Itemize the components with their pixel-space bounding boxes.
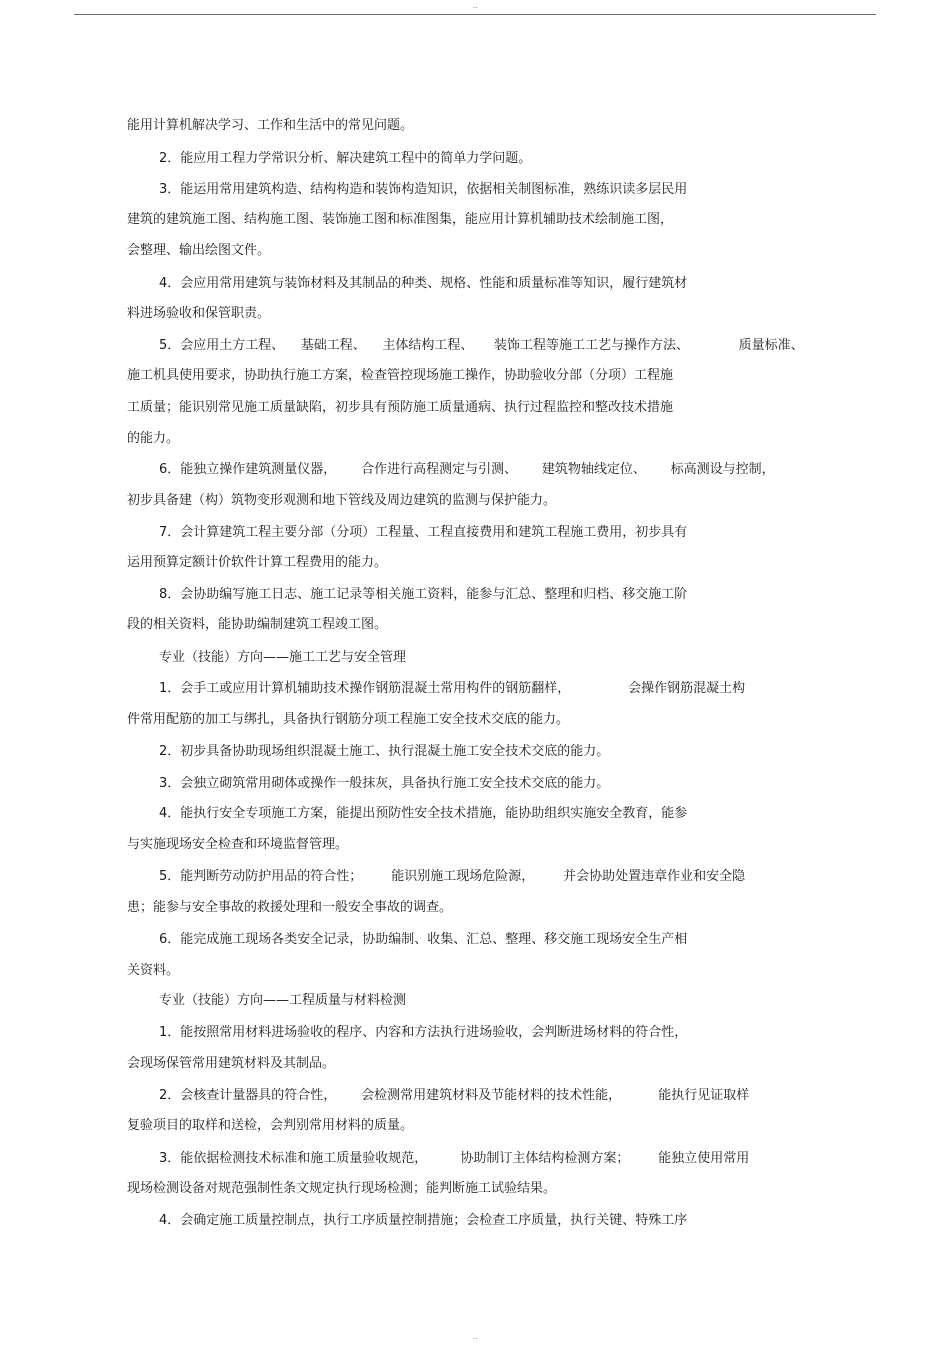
text-line: 1．能按照常用材料进场验收的程序、内容和方法执行进场验收，会判断进场材料的符合性， xyxy=(159,1025,688,1040)
text-line: 3．能依据检测技术标准和施工质量验收规范， 协助制订主体结构检测方案； 能独立使用常用 xyxy=(159,1151,750,1166)
text-line: 会现场保管常用建筑材料及其制品。 xyxy=(127,1056,336,1071)
text-line: 1．会手工或应用计算机辅助技术操作钢筋混凝土常用构件的钢筋翻样， 会操作钢筋混凝土构 xyxy=(159,681,746,696)
top-rule xyxy=(74,14,876,15)
text-line: 5．能判断劳动防护用品的符合性； 能识别施工现场危险源， 并会协助处置违章作业和安全隐 xyxy=(159,869,746,884)
text-line: 2．会核查计量器具的符合性， 会检测常用建筑材料及节能材料的技术性能， 能执行见证取样 xyxy=(159,1088,750,1103)
text-line: 2．能应用工程力学常识分析、解决建筑工程中的简单力学问题。 xyxy=(159,151,532,166)
text-line: 施工机具使用要求，协助执行施工方案，检查管控现场施工操作，协助验收分部（分项）工程施 xyxy=(127,368,674,383)
text-line: 能用计算机解决学习、工作和生活中的常见问题。 xyxy=(127,118,414,133)
footer-mark: .. xyxy=(472,1333,478,1341)
text-line: 料进场验收和保管职责。 xyxy=(127,306,271,321)
text-line: 3．能运用常用建筑构造、结构构造和装饰构造知识，依据相关制图标准，熟练识读多层民用 xyxy=(159,182,688,197)
text-line: 4．会应用常用建筑与装饰材料及其制品的种类、规格、性能和质量标准等知识，履行建筑材 xyxy=(159,276,688,291)
text-line: 8．会协助编写施工日志、施工记录等相关施工资料，能参与汇总、整理和归档、移交施工阶 xyxy=(159,587,688,602)
text-line: 4．会确定施工质量控制点，执行工序质量控制措施；会检查工序质量，执行关键、特殊工序 xyxy=(159,1213,688,1228)
text-line: 的能力。 xyxy=(127,431,180,446)
text-line: 段的相关资料，能协助编制建筑工程竣工图。 xyxy=(127,617,388,632)
text-line: 运用预算定额计价软件计算工程费用的能力。 xyxy=(127,555,388,570)
text-line: 工质量；能识别常见施工质量缺陷，初步具有预防施工质量通病、执行过程监控和整改技术措施 xyxy=(127,400,674,415)
text-line: 2．初步具备协助现场组织混凝土施工、执行混凝土施工安全技术交底的能力。 xyxy=(159,744,610,759)
text-line: 3．会独立砌筑常用砌体或操作一般抹灰，具备执行施工安全技术交底的能力。 xyxy=(159,776,610,791)
text-line: 6．能独立操作建筑测量仪器， 合作进行高程测定与引测、 建筑物轴线定位、 标高测设与控制， xyxy=(159,462,775,477)
text-line: 4．能执行安全专项施工方案，能提出预防性安全技术措施，能协助组织实施安全教育，能参 xyxy=(159,806,688,821)
text-line: 患；能参与安全事故的救援处理和一般安全事故的调查。 xyxy=(127,900,453,915)
text-line: 与实施现场安全检查和环境监督管理。 xyxy=(127,837,349,852)
section-heading: 专业（技能）方向——施工工艺与安全管理 xyxy=(159,650,407,665)
text-line: 建筑的建筑施工图、结构施工图、装饰施工图和标准图集，能应用计算机辅助技术绘制施工图， xyxy=(127,212,674,227)
text-line: 5．会应用土方工程、 基础工程、 主体结构工程、 装饰工程等施工工艺与操作方法、 质量标准、 xyxy=(159,338,804,353)
text-line: 复验项目的取样和送检，会判别常用材料的质量。 xyxy=(127,1118,414,1133)
text-line: 初步具备建（构）筑物变形观测和地下管线及周边建筑的监测与保护能力。 xyxy=(127,493,557,508)
text-line: 现场检测设备对规范强制性条文规定执行现场检测；能判断施工试验结果。 xyxy=(127,1181,557,1196)
text-line: 件常用配筋的加工与绑扎，具备执行钢筋分项工程施工安全技术交底的能力。 xyxy=(127,712,570,727)
text-line: 关资料。 xyxy=(127,963,180,978)
section-heading: 专业（技能）方向——工程质量与材料检测 xyxy=(159,993,407,1008)
header-mark: .. xyxy=(472,2,478,10)
text-line: 6．能完成施工现场各类安全记录，协助编制、收集、汇总、整理、移交施工现场安全生产相 xyxy=(159,932,688,947)
text-line: 7．会计算建筑工程主要分部（分项）工程量、工程直接费用和建筑工程施工费用，初步具有 xyxy=(159,525,688,540)
text-line: 会整理、输出绘图文件。 xyxy=(127,243,271,258)
